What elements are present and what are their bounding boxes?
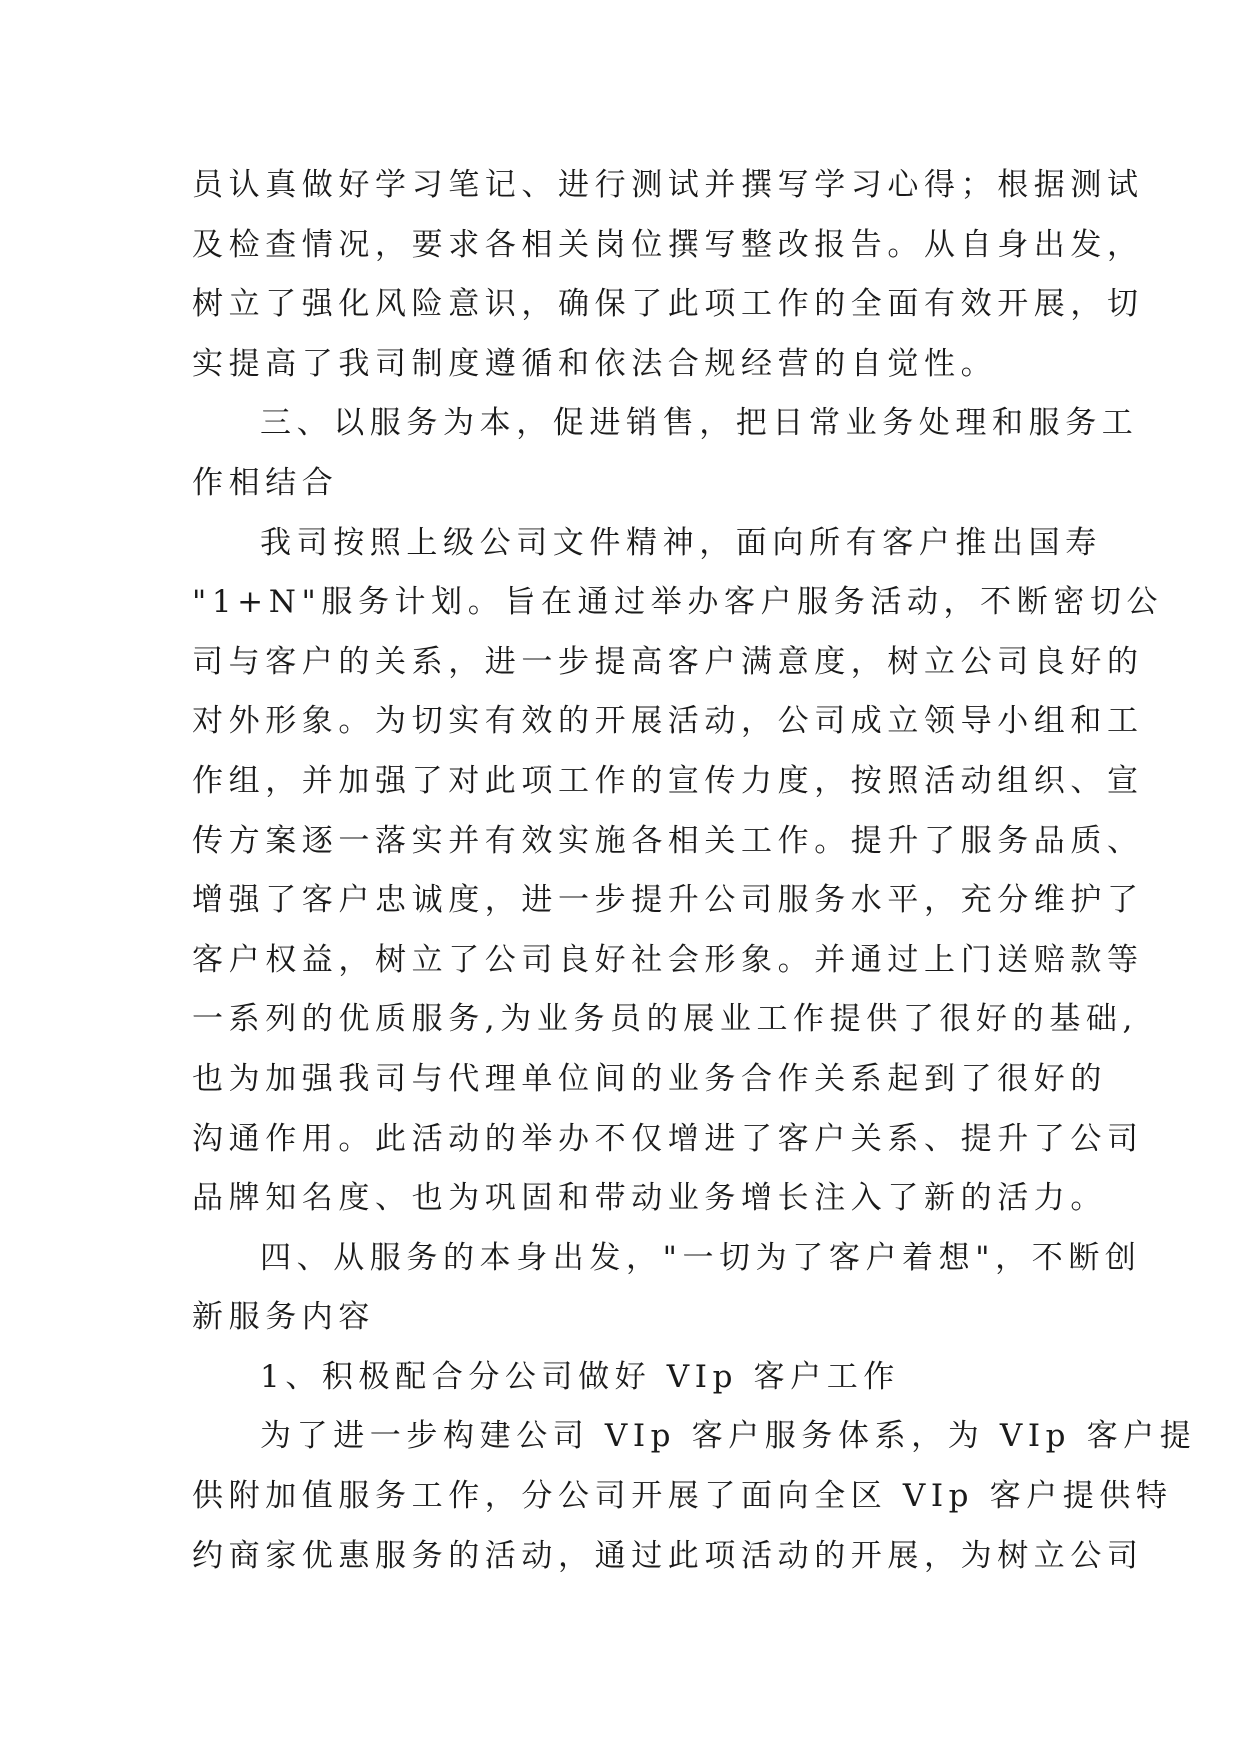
document-body <box>192 156 1197 1586</box>
text-line: 沟通作用。此活动的举办不仅增进了客户关系、提升了公司 <box>192 1120 1144 1157</box>
text-line: 客户权益，树立了公司良好社会形象。并通过上门送赔款等 <box>192 941 1144 978</box>
section-heading-3-cont: 作相结合 <box>192 464 339 501</box>
text-line: 约商家优惠服务的活动，通过此项活动的开展，为树立公司 <box>192 1537 1144 1574</box>
text-line: 树立了强化风险意识，确保了此项工作的全面有效开展，切 <box>192 286 1144 323</box>
section-heading-3: 三、以服务为本，促进销售，把日常业务处理和服务工 <box>260 405 1139 442</box>
section-heading-4-cont: 新服务内容 <box>192 1299 375 1336</box>
text-line: 员认真做好学习笔记、进行测试并撰写学习心得；根据测试 <box>192 167 1144 203</box>
text-line: 对外形象。为切实有效的开展活动，公司成立领导小组和工 <box>192 703 1144 740</box>
text-line: 品牌知名度、也为巩固和带动业务增长注入了新的活力。 <box>192 1180 1107 1217</box>
text-line: 一系列的优质服务,为业务员的展业工作提供了很好的基础, <box>192 1001 1138 1038</box>
text-line: 司与客户的关系，进一步提高客户满意度，树立公司良好的 <box>192 643 1144 680</box>
text-line: 及检查情况，要求各相关岗位撰写整改报告。从自身出发， <box>192 226 1144 263</box>
text-line: 我司按照上级公司文件精神，面向所有客户推出国寿 <box>260 524 1102 561</box>
text-line: 也为加强我司与代理单位间的业务合作关系起到了很好的 <box>192 1060 1107 1097</box>
text-line: 实提高了我司制度遵循和依法合规经营的自觉性。 <box>192 345 998 382</box>
subsection-heading-1: 1、积极配合分公司做好 VIp 客户工作 <box>260 1358 900 1395</box>
text-line: "1+N"服务计划。旨在通过举办客户服务活动，不断密切公 <box>192 584 1164 621</box>
section-heading-4: 四、从服务的本身出发，"一切为了客户着想"，不断创 <box>260 1239 1142 1276</box>
text-line: 作组，并加强了对此项工作的宣传力度，按照活动组织、宣 <box>192 762 1144 799</box>
text-line: 供附加值服务工作，分公司开展了面向全区 VIp 客户提供特 <box>192 1478 1173 1515</box>
text-line: 传方案逐一落实并有效实施各相关工作。提升了服务品质、 <box>192 822 1144 859</box>
text-line: 增强了客户忠诚度，进一步提升公司服务水平，充分维护了 <box>192 882 1144 919</box>
text-line: 为了进一步构建公司 VIp 客户服务体系，为 VIp 客户提 <box>260 1418 1197 1455</box>
